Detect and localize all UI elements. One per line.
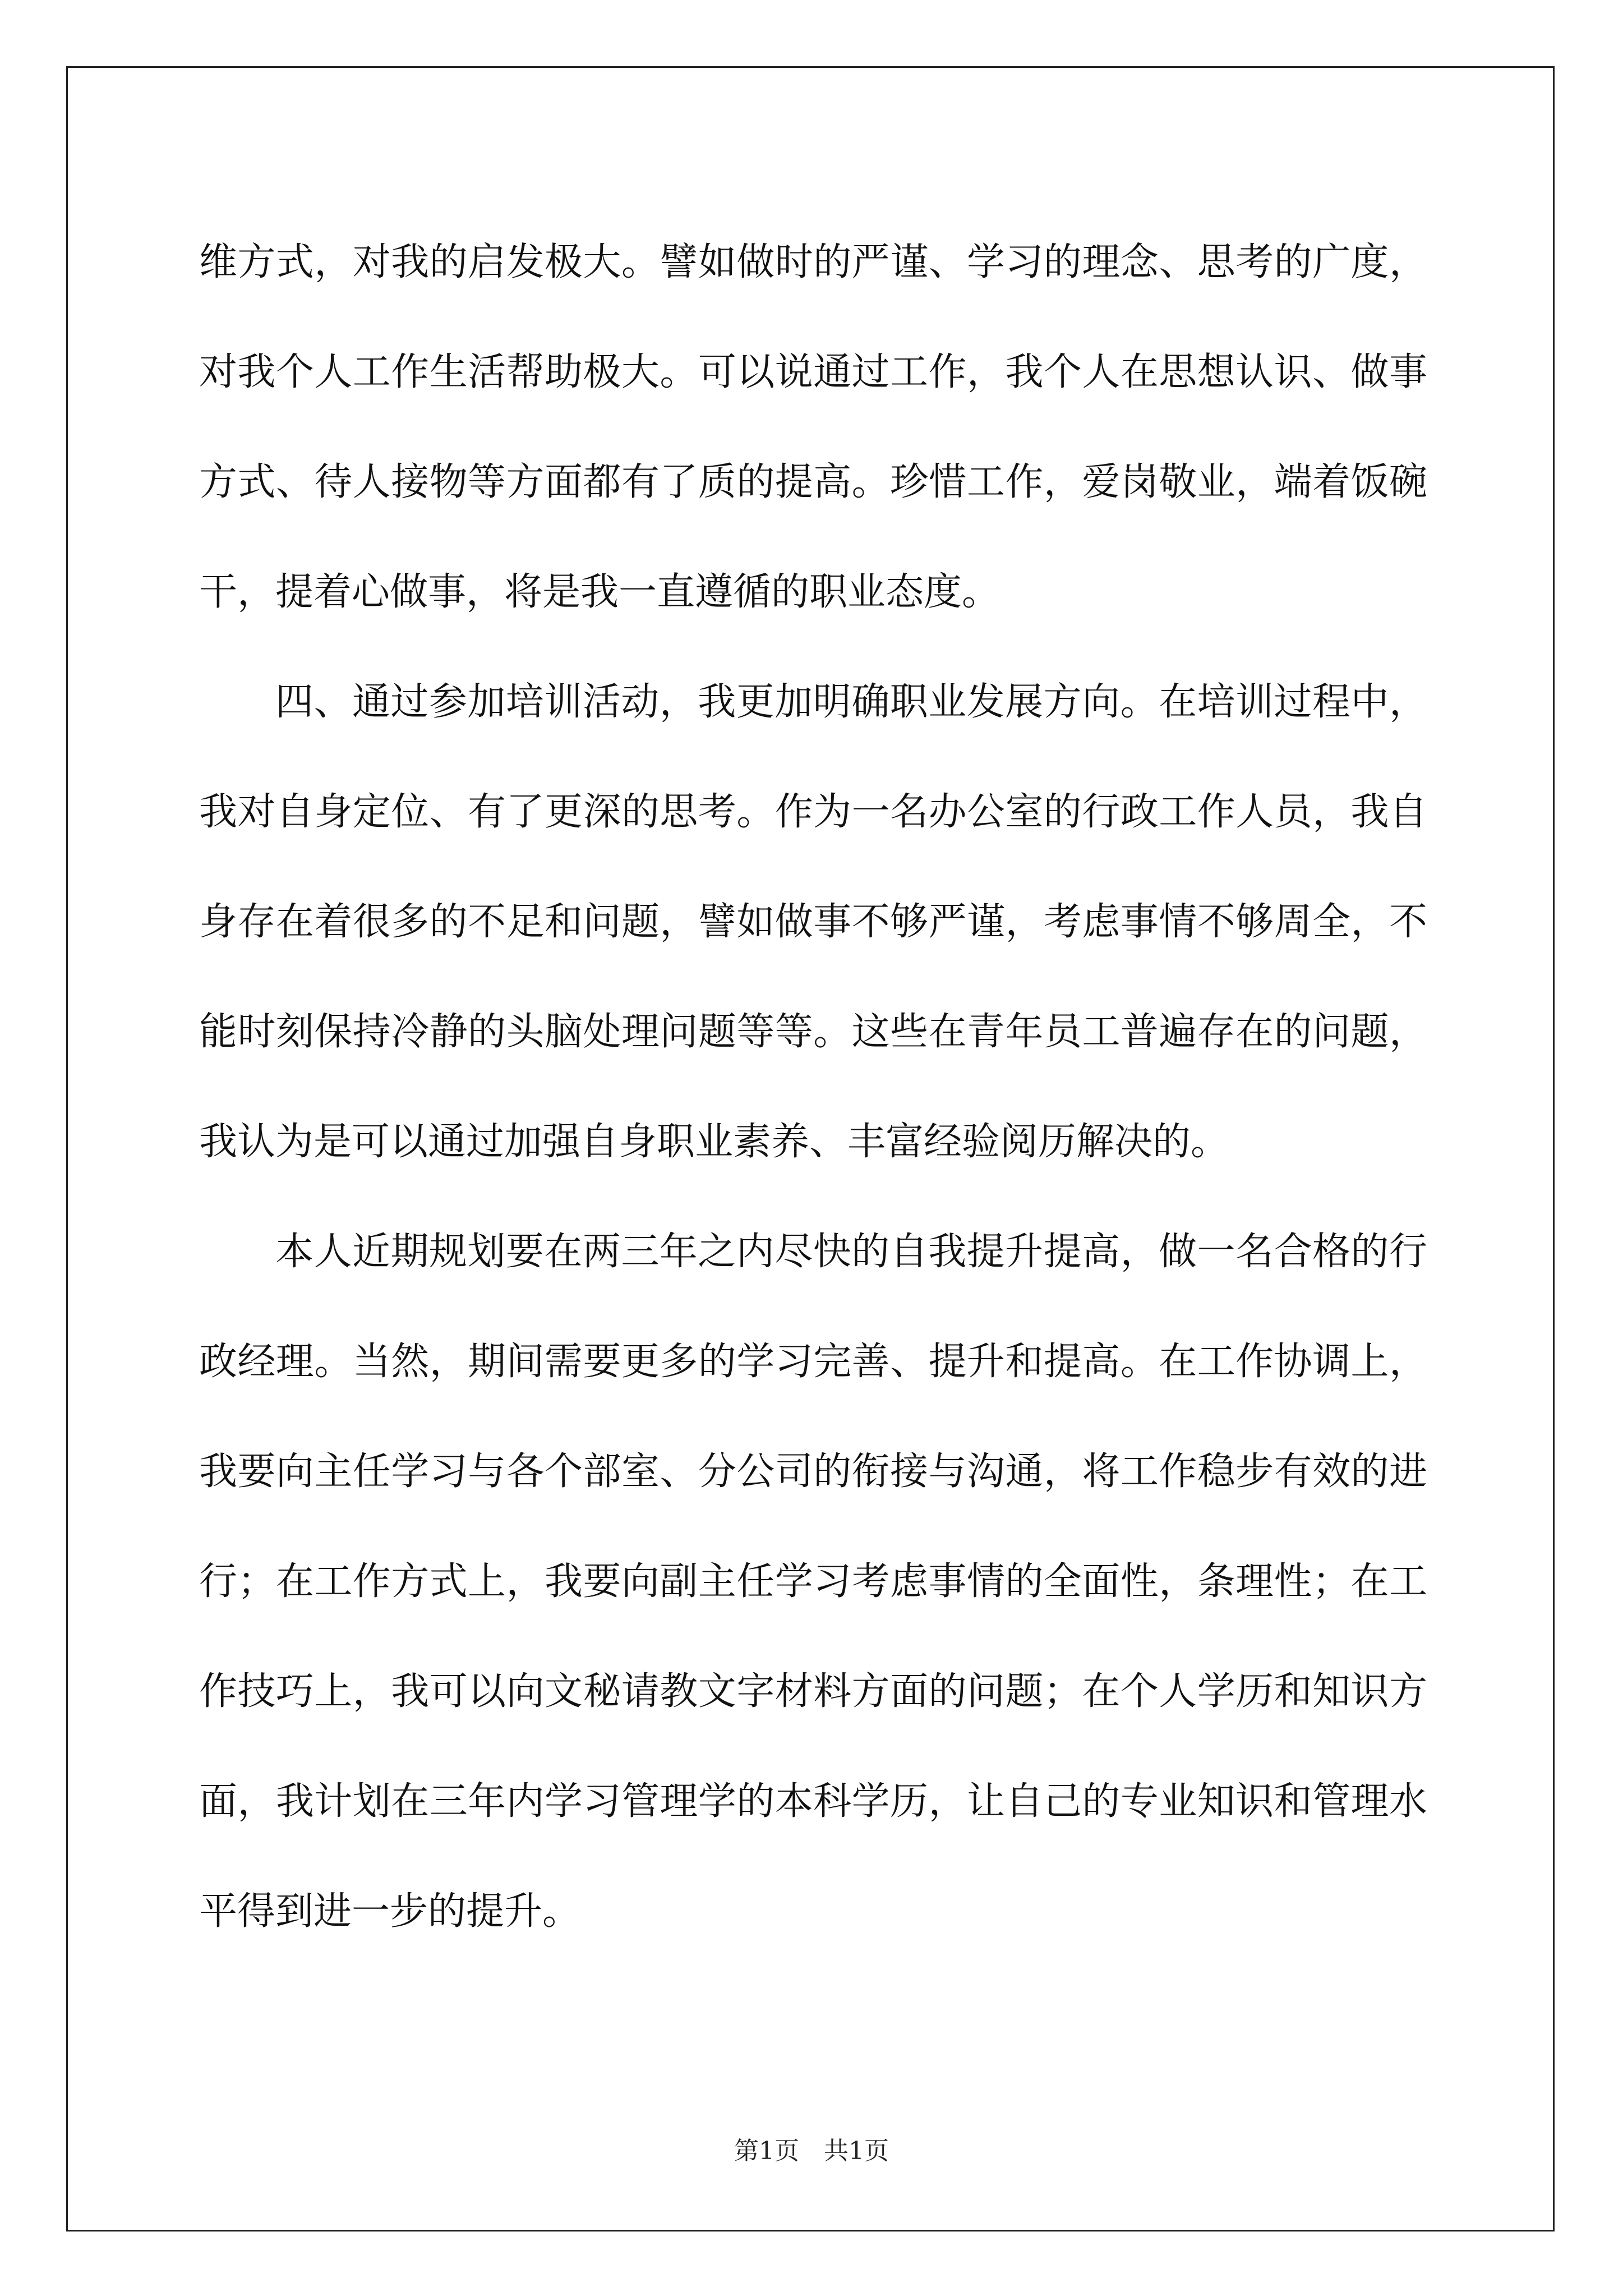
paragraph-3: 本人近期规划要在两三年之内尽快的自我提升提高，做一名合格的行政经理。当然，期间需要更多的学习完善、提升和提高。在工作协调上，我要向主任学习与各个部室、分公司的衔接与沟通，将工作稳步有效的进行；在工作方式上，我要向副主任学习考虑事情的全面性，条理性；在工作技巧上，我可以向文秘请教文字材料方面的问题；在个人学历和知识方面，我计划在三年内学习管理学的本科学历，让自己的专业知识和管理水平得到进一步的提升。	[199, 1230, 1427, 1934]
page-total: 共1页	[824, 2137, 889, 2165]
page-footer	[0, 2134, 1623, 2168]
document-body	[199, 208, 1427, 1967]
paragraph-2: 四、通过参加培训活动，我更加明确职业发展方向。在培训过程中，我对自身定位、有了更深的思考。作为一名办公室的行政工作人员，我自身存在着很多的不足和问题，譬如做事不够严谨，考虑事情不够周全，不能时刻保持冷静的头脑处理问题等等。这些在青年员工普遍存在的问题，我认为是可以通过加强自身职业素养、丰富经验阅历解决的。	[199, 680, 1427, 1164]
page-number: 第1页	[734, 2137, 799, 2165]
paragraph-1: 维方式，对我的启发极大。譬如做时的严谨、学习的理念、思考的广度，对我个人工作生活帮助极大。可以说通过工作，我个人在思想认识、做事方式、待人接物等方面都有了质的提高。珍惜工作，爱岗敬业，端着饭碗干，提着心做事，将是我一直遵循的职业态度。	[199, 240, 1427, 614]
